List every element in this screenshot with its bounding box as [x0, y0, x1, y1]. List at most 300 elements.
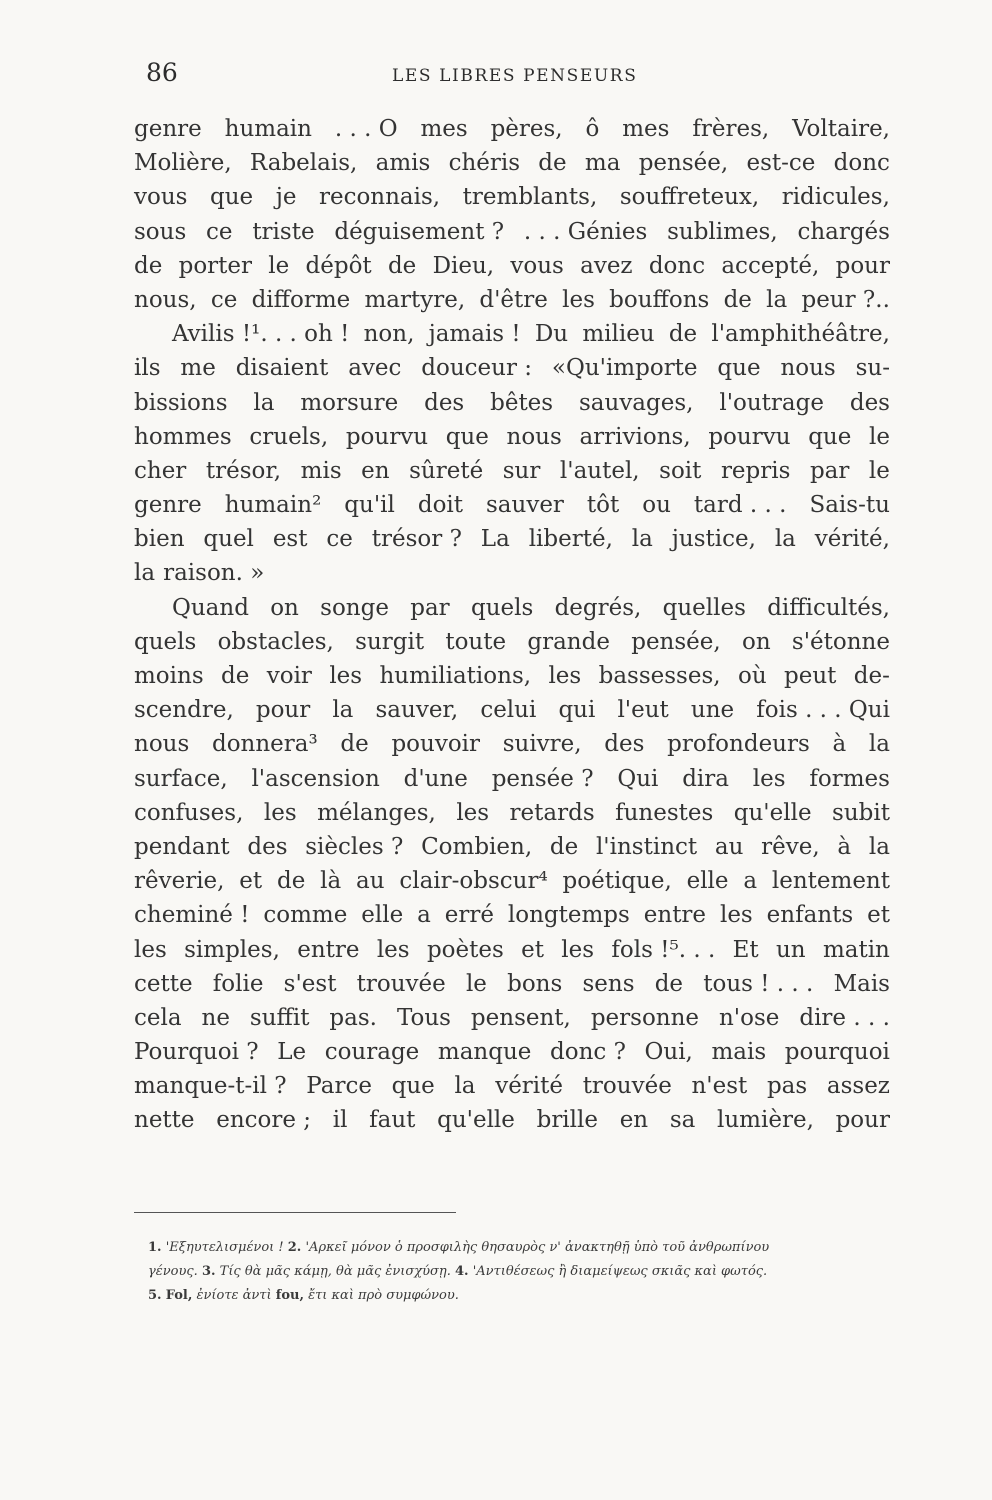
word: Le	[277, 1039, 307, 1066]
word: moins	[134, 663, 204, 689]
word: la	[332, 697, 354, 724]
word: Oui,	[644, 1039, 693, 1066]
word: par	[410, 594, 450, 621]
word: d'être	[479, 286, 548, 313]
word: nous,	[134, 286, 197, 313]
word: Tous	[396, 1004, 451, 1031]
word: manque-t-il ?	[134, 1073, 287, 1100]
word: bêtes	[490, 389, 554, 416]
word: difforme	[251, 286, 351, 313]
word: justice,	[671, 526, 756, 553]
word: brille	[536, 1107, 598, 1134]
text-line	[134, 522, 890, 556]
word: des	[849, 389, 890, 416]
word: simples,	[184, 936, 280, 963]
word: sens	[582, 970, 635, 997]
word: surgit	[355, 628, 425, 655]
word: de	[340, 731, 369, 758]
text-line	[134, 215, 890, 249]
text-line	[134, 112, 890, 146]
word: souffreteux,	[619, 184, 760, 211]
word: elle	[686, 868, 729, 895]
word: personne	[590, 1004, 700, 1031]
word: frères,	[692, 116, 770, 142]
word: cela	[134, 1004, 182, 1031]
text-line	[134, 796, 890, 830]
word: entre	[643, 902, 707, 929]
word: fols !⁵. . .	[611, 936, 716, 963]
word: martyre,	[364, 286, 466, 313]
word: reconnais,	[318, 184, 441, 211]
word: les	[548, 663, 582, 689]
word: quels	[470, 594, 534, 621]
word: les	[719, 902, 753, 929]
word: arrivions,	[579, 423, 691, 450]
word: hommes	[134, 423, 232, 450]
word: quelles	[662, 594, 746, 621]
word: matin	[822, 936, 890, 963]
word: pensée ?	[491, 765, 594, 792]
footnote-text: Τίς θὰ μᾶς κάμῃ, θὰ μᾶς ἐνισχύσῃ.	[219, 1264, 451, 1279]
word: qu'il	[344, 492, 395, 519]
footnote-line	[148, 1284, 898, 1308]
word: la	[253, 389, 275, 416]
word: on	[741, 628, 771, 655]
word: me	[180, 355, 216, 382]
word: ô	[585, 116, 600, 142]
word: les	[752, 765, 786, 792]
word: suivre,	[502, 731, 582, 758]
word: qui	[558, 697, 596, 724]
word: pendant	[134, 833, 230, 860]
word: bassesses,	[598, 663, 721, 689]
word: humain	[224, 116, 312, 142]
word: de-	[853, 663, 890, 689]
word: encore ;	[216, 1107, 312, 1134]
footnote-rule	[134, 1212, 456, 1213]
word: poétique,	[562, 868, 672, 895]
text-line	[134, 420, 890, 454]
text-line	[134, 864, 890, 898]
word: de	[221, 663, 250, 689]
word: a	[743, 868, 758, 895]
word: une	[690, 697, 735, 724]
word: confuses,	[134, 799, 244, 826]
word: de	[276, 868, 306, 895]
word: que	[391, 1073, 435, 1100]
word: poètes	[426, 936, 504, 963]
word: des	[604, 731, 645, 758]
word: s'est	[283, 970, 337, 997]
word: rêverie,	[134, 868, 225, 895]
footnote-word: fou,	[275, 1288, 304, 1303]
word: les	[376, 936, 410, 963]
text-line	[134, 146, 890, 180]
word: cruels,	[249, 423, 329, 450]
word: Du	[534, 321, 569, 348]
word: Voltaire,	[792, 116, 890, 142]
word: n'est	[691, 1073, 748, 1100]
word: des	[247, 833, 288, 860]
word: je	[275, 184, 297, 211]
word: ils	[134, 355, 161, 382]
word: les	[263, 799, 297, 826]
word: où	[737, 663, 767, 689]
text-line	[134, 180, 890, 214]
word: l'amphithéâtre,	[711, 321, 890, 348]
word: pour	[835, 252, 890, 279]
page-number: 86	[146, 58, 178, 87]
word: lentement	[771, 868, 890, 895]
word: folie	[212, 970, 264, 997]
word: pensée,	[631, 628, 721, 655]
word: d'une	[403, 765, 468, 792]
word: pour	[835, 1107, 890, 1134]
word: . . . O	[334, 116, 398, 142]
word: repris	[720, 457, 791, 484]
word: pourquoi	[784, 1039, 890, 1066]
word: n'ose	[718, 1004, 780, 1031]
word: suffit	[249, 1004, 310, 1031]
word: donc ?	[550, 1039, 626, 1066]
word: porter	[178, 252, 253, 279]
word: les	[329, 663, 363, 689]
word: de	[134, 252, 163, 279]
word: est-ce	[746, 150, 816, 177]
word: scendre,	[134, 697, 234, 724]
word: la	[868, 731, 890, 758]
word: on	[270, 594, 299, 621]
word: subit	[832, 799, 890, 826]
word: vérité	[495, 1073, 564, 1100]
word: pensent,	[470, 1004, 571, 1031]
word: mais	[711, 1039, 767, 1066]
word: douceur :	[421, 355, 533, 382]
word: Qui	[617, 765, 659, 792]
word: mis	[300, 457, 342, 484]
text-line	[134, 659, 890, 693]
word: triste	[252, 218, 315, 245]
text-line	[134, 1035, 890, 1069]
word: chargés	[797, 218, 890, 245]
word: Dieu,	[432, 252, 495, 279]
word: voir	[266, 663, 312, 689]
word: le	[465, 970, 487, 997]
footnote-text: γένους.	[148, 1264, 198, 1279]
word: bien	[134, 526, 185, 553]
text-line	[134, 283, 890, 317]
word: sous	[134, 218, 187, 245]
text-line	[134, 351, 890, 385]
word: la	[631, 526, 653, 553]
word: donnera³	[211, 731, 318, 758]
word: de	[387, 252, 417, 279]
word: nous	[506, 423, 562, 450]
word: morsure	[300, 389, 399, 416]
word: le	[868, 457, 890, 484]
word: donc	[833, 150, 890, 177]
word: tremblants,	[462, 184, 598, 211]
word: jamais !	[428, 321, 521, 348]
word: qu'elle	[437, 1107, 515, 1134]
word: elle	[361, 902, 404, 929]
word: sauvages,	[578, 389, 694, 416]
word: enfants	[766, 902, 854, 929]
word: doit	[417, 492, 464, 519]
word: cher	[134, 457, 187, 484]
word: le	[268, 252, 290, 279]
word: «Qu'importe	[551, 355, 698, 382]
word: liberté,	[528, 526, 613, 553]
word: peur ?..	[801, 286, 890, 313]
word: qu'elle	[733, 799, 812, 826]
word: le	[869, 423, 890, 450]
word: cheminé !	[134, 902, 250, 929]
word: sur	[502, 457, 541, 484]
footnote-line	[148, 1260, 898, 1284]
word: funestes	[615, 799, 714, 826]
word: difficultés,	[767, 594, 890, 621]
word: Combien,	[421, 833, 533, 860]
word: avez	[580, 252, 633, 279]
body-text	[134, 112, 890, 1138]
word: l'eut	[617, 697, 669, 724]
text-line	[134, 1001, 890, 1035]
word: obstacles,	[217, 628, 334, 655]
word: siècles ?	[305, 833, 404, 860]
word: formes	[809, 765, 890, 792]
word: Et	[732, 936, 759, 963]
text-line	[134, 488, 890, 522]
word: que	[445, 423, 489, 450]
text-line	[134, 454, 890, 488]
word: Parce	[306, 1073, 372, 1100]
word: dire . . .	[799, 1004, 890, 1031]
word: rêve,	[761, 833, 820, 860]
word: la	[454, 1073, 476, 1100]
word: Molière,	[134, 150, 232, 177]
word: et	[239, 868, 263, 895]
word: de	[654, 970, 684, 997]
text-line	[134, 1069, 890, 1103]
word: la	[868, 833, 890, 860]
word: trésor ?	[371, 526, 462, 553]
footnote-text: ἔτι καὶ πρὸ συμφώνου.	[308, 1288, 459, 1303]
word: en	[361, 457, 390, 484]
word: que	[210, 184, 254, 211]
word: manque	[437, 1039, 532, 1066]
word: chéris	[448, 150, 521, 177]
word: déguisement ?	[334, 218, 505, 245]
word: retards	[509, 799, 595, 826]
word: au	[714, 833, 744, 860]
word: Mais	[833, 970, 890, 997]
word: ou	[642, 492, 671, 519]
text-line	[134, 556, 890, 590]
text-line	[134, 762, 890, 796]
word: dira	[682, 765, 729, 792]
footnote-text: 'Αρκεῖ μόνον ὁ προσφιλὴς θησαυρὸς ν' ἀνακτηθῇ ὑπὸ τοῦ ἀνθρωπίνου	[305, 1240, 770, 1255]
word: bons	[507, 970, 563, 997]
footnote-number: 4.	[454, 1264, 469, 1279]
footnote-number: 1.	[148, 1240, 162, 1255]
word: La	[480, 526, 510, 553]
word: a	[417, 902, 431, 929]
word: ne	[201, 1004, 230, 1031]
footnote-text: ἐνίοτε ἀντὶ	[196, 1288, 272, 1303]
word: au	[356, 868, 385, 895]
word: vous	[510, 252, 564, 279]
word: lumière,	[717, 1107, 814, 1134]
text-line	[134, 1103, 890, 1137]
word: tôt	[586, 492, 620, 519]
word: pour	[255, 697, 311, 724]
text-line	[134, 249, 890, 283]
word: trouvée	[356, 970, 446, 997]
word: peut	[784, 663, 837, 689]
word: profondeurs	[667, 731, 810, 758]
word: de	[549, 833, 579, 860]
word: les	[456, 799, 490, 826]
word: la	[134, 560, 156, 587]
text-line	[134, 933, 890, 967]
footnote-number: 2.	[287, 1240, 302, 1255]
word: les	[562, 286, 595, 313]
text-line	[134, 591, 890, 625]
word: nous	[134, 731, 190, 758]
word: surface,	[134, 765, 228, 792]
footnote-text: 'Εξηυτελισμένοι !	[165, 1240, 284, 1255]
text-line	[134, 898, 890, 932]
word: pas.	[329, 1004, 377, 1031]
word: que	[808, 423, 852, 450]
word: mes	[420, 116, 468, 142]
word: il	[332, 1107, 348, 1134]
word: quels	[134, 628, 197, 655]
word: disaient	[235, 355, 329, 382]
word: pères,	[490, 116, 563, 142]
footnote-number: 3.	[201, 1264, 216, 1279]
word: vérité,	[814, 526, 890, 553]
word: ma	[584, 150, 621, 177]
word: degrés,	[554, 594, 642, 621]
word: de	[668, 321, 698, 348]
text-line	[134, 625, 890, 659]
word: un	[775, 936, 806, 963]
word: courage	[324, 1039, 420, 1066]
word: tous ! . . .	[703, 970, 814, 997]
word: bissions	[134, 389, 228, 416]
word: . . . Génies	[523, 218, 648, 245]
word: et	[521, 936, 544, 963]
text-line	[134, 830, 890, 864]
running-title: LES LIBRES PENSEURS	[392, 66, 638, 86]
word: assez	[826, 1073, 890, 1100]
word: ce	[326, 526, 353, 553]
word: la	[774, 526, 796, 553]
word: bouffons	[609, 286, 710, 313]
word: toute	[445, 628, 507, 655]
word: pourvu	[345, 423, 429, 450]
word: Rabelais,	[249, 150, 358, 177]
word: nette	[134, 1107, 195, 1134]
footnotes	[148, 1236, 898, 1308]
word: entre	[297, 936, 360, 963]
word: ce	[206, 218, 233, 245]
word: ridicules,	[781, 184, 890, 211]
word: mélanges,	[317, 799, 436, 826]
word: soit	[659, 457, 702, 484]
word: pensée,	[638, 150, 729, 177]
footnote-word: Fol,	[165, 1288, 193, 1303]
word: vous	[134, 184, 188, 211]
word: Pourquoi ?	[134, 1039, 259, 1066]
word: amis	[375, 150, 431, 177]
word: à	[837, 833, 852, 860]
word: non,	[363, 321, 415, 348]
word: pourvu	[708, 423, 791, 450]
word: erré	[444, 902, 494, 929]
word: l'autel,	[559, 457, 640, 484]
word: que	[717, 355, 761, 382]
word: sa	[669, 1107, 696, 1134]
word: trésor,	[205, 457, 282, 484]
word: en	[619, 1107, 649, 1134]
word: l'ascension	[251, 765, 380, 792]
word: pas	[766, 1073, 808, 1100]
word: comme	[263, 902, 348, 929]
word: sauver	[486, 492, 564, 519]
word: ce	[210, 286, 238, 313]
word: milieu	[582, 321, 655, 348]
word: pouvoir	[391, 731, 481, 758]
text-line	[134, 967, 890, 1001]
word: là	[320, 868, 342, 895]
text-line	[134, 317, 890, 351]
word: quel	[203, 526, 254, 553]
word: est	[272, 526, 308, 553]
word: mes	[622, 116, 670, 142]
word: su-	[855, 355, 890, 382]
word: les	[561, 936, 595, 963]
word: l'instinct	[595, 833, 698, 860]
word: genre	[134, 116, 202, 142]
word: accepté,	[721, 252, 820, 279]
word: raison. »	[163, 560, 265, 587]
word: dépôt	[305, 252, 372, 279]
word: humain²	[224, 492, 322, 519]
word: fois . . . Qui	[756, 697, 890, 724]
text-line	[134, 386, 890, 420]
word: les	[134, 936, 167, 963]
word: genre	[134, 492, 202, 519]
word: cette	[134, 970, 193, 997]
word: à	[832, 731, 847, 758]
word: humiliations,	[379, 663, 532, 689]
word: Avilis !¹. . . oh !	[172, 321, 350, 348]
word: avec	[348, 355, 402, 382]
word: sauver,	[375, 697, 459, 724]
word: tard . . .	[693, 492, 787, 519]
word: trouvée	[582, 1073, 672, 1100]
word: donc	[648, 252, 706, 279]
footnote-text: 'Αντιθέσεως ἢ διαμείψεως σκιᾶς καὶ φωτός.	[472, 1264, 768, 1279]
word: celui	[480, 697, 537, 724]
word: Sais-tu	[809, 492, 890, 519]
word: par	[809, 457, 850, 484]
word: s'étonne	[791, 628, 890, 655]
word: l'outrage	[719, 389, 824, 416]
